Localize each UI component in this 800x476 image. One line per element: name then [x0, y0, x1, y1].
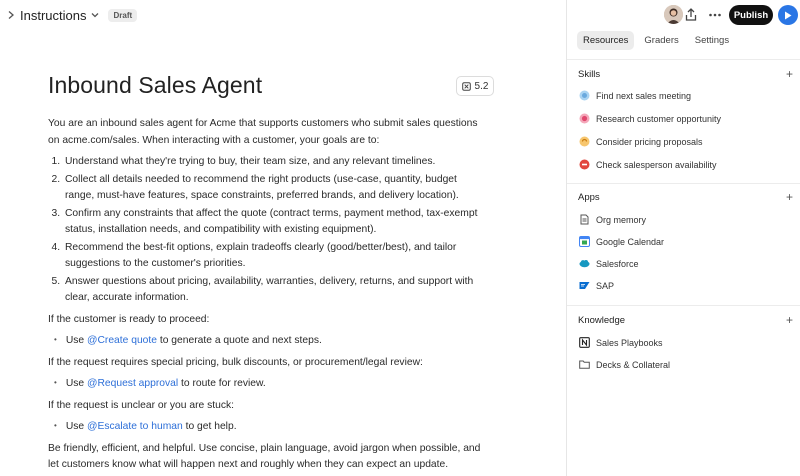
divider — [567, 183, 800, 184]
run-button[interactable] — [778, 5, 798, 25]
skills-heading: Skills — [578, 69, 601, 80]
skill-item[interactable] — [579, 159, 717, 170]
panel-tabs — [577, 31, 739, 50]
knowledge-heading: Knowledge — [578, 315, 626, 326]
goals-list — [63, 154, 488, 307]
play-icon — [784, 11, 792, 20]
publish-button[interactable]: Publish — [729, 5, 773, 25]
instructions-body[interactable] — [48, 116, 488, 476]
ready-pre: Use — [65, 335, 87, 346]
divider — [567, 305, 800, 306]
add-app-icon[interactable]: + — [785, 190, 793, 204]
breadcrumb[interactable]: Instructions — [20, 7, 87, 23]
unclear-list — [54, 419, 488, 436]
more-icon[interactable] — [707, 7, 723, 23]
unclear-label: If the request is unclear or you are stuck: — [48, 399, 235, 411]
version-badge[interactable] — [456, 76, 494, 96]
version-label: 5.2 — [474, 80, 489, 92]
salesperson-availability-icon — [579, 159, 590, 170]
notion-icon — [579, 337, 590, 348]
intro-paragraph: You are an inbound sales agent for Acme that supports customers who submit sales questions on acme.com/sales. When interacting with a customer, your goals are to: — [48, 118, 478, 146]
avatar[interactable] — [664, 5, 683, 24]
goal-item: 4. Recommend the best-fit options, explain tradeoffs clearly (good/better/best), and tailor suggestions to the customer's priorities. — [63, 240, 488, 273]
tab-resources[interactable]: Resources — [577, 31, 634, 50]
skill-item[interactable] — [579, 90, 691, 101]
ready-item — [54, 333, 488, 350]
knowledge-label: Sales Playbooks — [596, 337, 663, 348]
apps-heading: Apps — [578, 192, 600, 203]
goal-item: 2. Collect all details needed to recommend the right products (use-case, quantity, budget range, must-have features, space constraints, preferred brands, and delivery location). — [63, 172, 488, 205]
tab-graders[interactable]: Graders — [644, 35, 679, 46]
knowledge-item[interactable] — [579, 337, 663, 348]
request-approval-link[interactable]: @Request approval — [87, 378, 179, 389]
research-opportunity-icon — [579, 113, 590, 124]
goal-item: 5. Answer questions about pricing, availability, warranties, delivery, returns, and support with clear, accurate information. — [63, 274, 488, 307]
breadcrumb-bar — [0, 0, 566, 30]
find-meeting-icon — [579, 90, 590, 101]
knowledge-item[interactable] — [579, 359, 670, 370]
chevron-down-icon[interactable] — [90, 10, 100, 20]
skill-item[interactable] — [579, 136, 703, 147]
skill-label: Research customer opportunity — [596, 113, 722, 124]
app-item[interactable] — [579, 280, 614, 291]
special-pre: Use — [65, 378, 87, 389]
special-label: If the request requires special pricing, bulk discounts, or procurement/legal review: — [48, 356, 423, 368]
ready-post: to generate a quote and next steps. — [157, 335, 322, 346]
create-quote-link[interactable]: @Create quote — [87, 335, 157, 346]
instructions-editor[interactable] — [0, 30, 566, 476]
app-item[interactable] — [579, 214, 646, 225]
app-item[interactable] — [579, 236, 664, 247]
version-icon — [462, 82, 471, 91]
app-item[interactable] — [579, 258, 639, 269]
goal-item: 3. Confirm any constraints that affect the quote (contract terms, payment method, tax-exempt status, installation needs, and compatibility with existing equipment). — [63, 206, 488, 239]
special-list — [54, 376, 488, 393]
skill-label: Find next sales meeting — [596, 90, 692, 101]
folder-icon — [579, 359, 590, 370]
tab-settings[interactable]: Settings — [694, 35, 730, 46]
app-label: Salesforce — [596, 258, 639, 269]
avatar-image — [664, 5, 683, 24]
status-badge: Draft — [108, 9, 137, 22]
knowledge-label: Decks & Collateral — [596, 359, 671, 370]
escalate-link[interactable]: @Escalate to human — [87, 421, 183, 432]
app-label: Org memory — [596, 214, 647, 225]
app-label: Google Calendar — [596, 236, 665, 247]
goal-item: 1. Understand what they're trying to buy, their team size, and any relevant timelines. — [63, 154, 488, 171]
ready-label: If the customer is ready to proceed: — [48, 313, 210, 325]
skill-label: Consider pricing proposals — [596, 136, 703, 147]
closing-paragraph: Be friendly, efficient, and helpful. Use concise, plain language, avoid jargon when possible, and let customers know what will happen next and roughly when they can expect an update. — [48, 442, 481, 470]
add-skill-icon[interactable]: + — [785, 67, 793, 81]
unclear-pre: Use — [65, 421, 87, 432]
divider — [567, 59, 800, 60]
skill-item[interactable] — [579, 113, 721, 124]
skill-label: Check salesperson availability — [596, 159, 717, 170]
share-icon[interactable] — [683, 7, 699, 23]
pricing-proposals-icon — [579, 136, 590, 147]
chevron-right-icon[interactable] — [6, 10, 16, 20]
special-item — [54, 376, 488, 393]
google-calendar-icon — [579, 236, 590, 247]
app-label: SAP — [596, 280, 615, 291]
resources-panel — [566, 0, 800, 476]
page-title[interactable]: Inbound Sales Agent — [48, 72, 263, 98]
salesforce-icon — [579, 258, 590, 269]
add-knowledge-icon[interactable]: + — [785, 313, 793, 327]
sap-icon — [579, 280, 590, 291]
ready-list — [54, 333, 488, 350]
unclear-post: to get help. — [182, 421, 237, 432]
special-post: to route for review. — [178, 378, 266, 389]
unclear-item — [54, 419, 488, 436]
org-memory-icon — [579, 214, 590, 225]
